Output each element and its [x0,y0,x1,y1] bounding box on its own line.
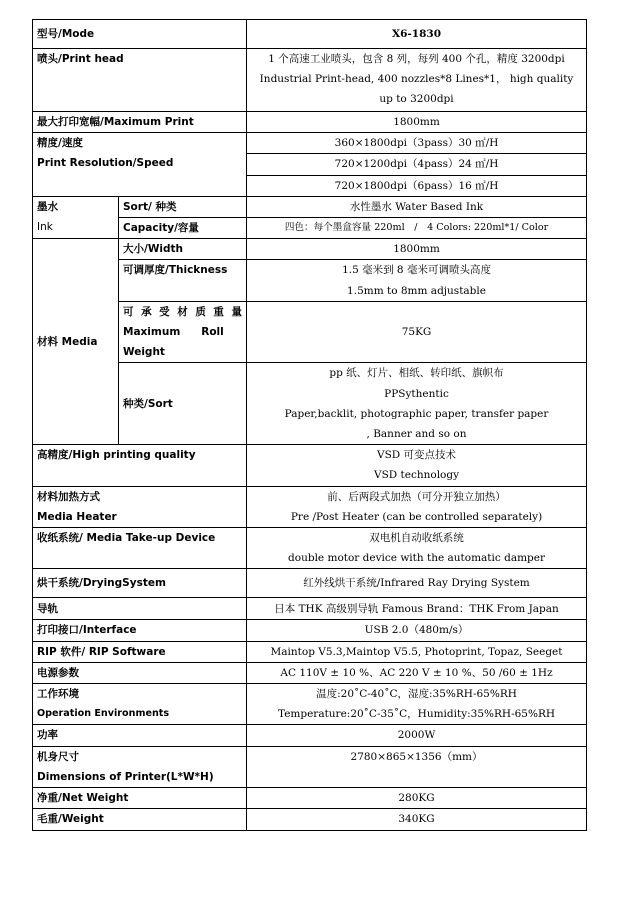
ink-label-en: Ink [37,221,53,234]
high-quality-line-2: VSD technology [374,469,460,482]
precision-label [33,133,247,197]
power-label: 功率 [33,725,247,746]
net-weight-label: 净重/Net Weight [33,788,247,809]
max-print-label: 最大打印宽幅/Maximum Print [33,112,247,133]
media-thickness-line-1: 1.5 毫米到 8 毫米可调喷头高度 [342,264,491,277]
ink-label [33,196,119,238]
row-drying [33,569,587,598]
ink-label-cn: 墨水 [37,200,58,213]
media-thickness-line-2: 1.5mm to 8mm adjustable [347,284,486,297]
takeup-value [247,528,587,569]
row-gross-weight [33,809,587,830]
heater-line-1: 前、后两段式加热（可分开独立加热） [327,490,506,503]
high-quality-label: 高精度/High printing quality [33,445,247,486]
drying-value: 红外线烘干系统/Infrared Ray Drying System [247,569,587,598]
net-weight-value: 280KG [247,788,587,809]
precision-label-en: Print Resolution/Speed [37,157,174,170]
ink-sort-value: 水性墨水 Water Based Ink [247,196,587,217]
interface-label: 打印接口/Interface [33,620,247,641]
dimensions-label-cn: 机身尺寸 [37,750,79,763]
spec-sheet [32,19,586,826]
gross-weight-value: 340KG [247,809,587,830]
high-quality-line-1: VSD 可变点技术 [376,449,457,462]
high-quality-value [247,445,587,486]
media-sort-line-4: , Banner and so on [366,428,467,441]
row-max-print [33,112,587,133]
media-sort-value [247,363,587,445]
media-sort-line-1: pp 纸、灯片、相纸、转印纸、旗帜布 [329,367,504,380]
environment-label-en: Operation Environments [37,708,170,720]
heater-label [33,486,247,527]
row-model [33,20,587,49]
dimensions-label [33,746,247,787]
media-weight-label-3: Weight [123,346,165,359]
print-head-value [247,49,587,112]
media-sort-label: 种类/Sort [119,363,247,445]
row-ink-sort [33,196,587,217]
row-power [33,725,587,746]
row-media-size [33,239,587,260]
rail-label: 导轨 [33,598,247,620]
rail-value: 日本 THK 高级别导轨 Famous Brand：THK From Japan [247,598,587,620]
row-precision-1 [33,133,587,154]
heater-line-2: Pre /Post Heater (can be controlled separately) [290,510,543,523]
max-print-value: 1800mm [247,112,587,133]
row-environment [33,684,587,725]
takeup-line-2: double motor device with the automatic damper [288,552,545,565]
print-head-label: 喷头/Print head [33,49,247,112]
media-size-label: 大小/Width [119,239,247,260]
media-size-value: 1800mm [247,239,587,260]
row-net-weight [33,788,587,809]
media-weight-value: 75KG [247,301,587,363]
ink-sort-label: Sort/ 种类 [119,196,247,217]
media-weight-label-1: 可承受材质重量 [123,305,243,318]
row-high-quality [33,445,587,486]
rip-label: RIP 软件/ RIP Software [33,641,247,662]
media-sort-line-3: Paper,backlit, photographic paper, transfer paper [284,407,549,420]
precision-value-2: 720×1200dpi（4pass）24 ㎡/H [247,154,587,175]
gross-weight-label: 毛重/Weight [33,809,247,830]
environment-line-1: 温度:20˚C-40˚C，湿度:35%RH-65%RH [316,688,517,701]
row-rail [33,598,587,620]
media-thickness-value [247,260,587,301]
media-sort-line-2: PPSythentic [384,387,449,400]
model-label: 型号/Mode [33,20,247,49]
row-rip [33,641,587,662]
takeup-label: 收纸系统/ Media Take-up Device [33,528,247,569]
print-head-line-3: up to 3200dpi [379,93,454,106]
heater-value [247,486,587,527]
row-print-head [33,49,587,112]
row-interface [33,620,587,641]
power-value: 2000W [247,725,587,746]
heater-label-cn: 材料加热方式 [37,490,100,503]
interface-value: USB 2.0（480m/s） [247,620,587,641]
media-weight-label-2: Maximum Roll [123,326,224,339]
precision-value-1: 360×1800dpi（3pass）30 ㎡/H [247,133,587,154]
dimensions-value: 2780×865×1356（mm） [247,746,587,787]
heater-label-en: Media Heater [37,510,117,523]
media-label: 材料 Media [33,239,119,445]
takeup-line-1: 双电机自动收纸系统 [369,532,464,545]
row-dimensions [33,746,587,787]
power-supply-value: AC 110V ± 10 %、AC 220 V ± 10 %、50 /60 ± 1Hz [247,662,587,683]
dimensions-label-en: Dimensions of Printer(L*W*H) [37,770,214,783]
rip-value: Maintop V5.3,Maintop V5.5, Photoprint, Topaz, Seeget [247,641,587,662]
media-thickness-label: 可调厚度/Thickness [119,260,247,301]
print-head-line-2: Industrial Print-head, 400 nozzles*8 Lines*1， high quality [259,73,574,86]
environment-value [247,684,587,725]
environment-label-cn: 工作环境 [37,688,79,701]
row-power-supply [33,662,587,683]
ink-capacity-value: 四色：每个墨盒容量 220ml / 4 Colors: 220ml*1/ Color [247,218,587,239]
environment-label [33,684,247,725]
ink-capacity-label: Capacity/容量 [119,218,247,239]
media-weight-label [119,301,247,363]
model-value: X6-1830 [247,20,587,49]
print-head-line-1: 1 个高速工业喷头，包含 8 列，每列 400 个孔，精度 3200dpi [268,53,565,65]
environment-line-2: Temperature:20˚C-35˚C，Humidity:35%RH-65%RH [278,708,556,721]
power-supply-label: 电源参数 [33,662,247,683]
precision-value-3: 720×1800dpi（6pass）16 ㎡/H [247,175,587,196]
spec-table [32,19,587,831]
drying-label: 烘干系统/DryingSystem [33,569,247,598]
row-takeup [33,528,587,569]
precision-label-cn: 精度/速度 [37,137,83,150]
row-heater [33,486,587,527]
